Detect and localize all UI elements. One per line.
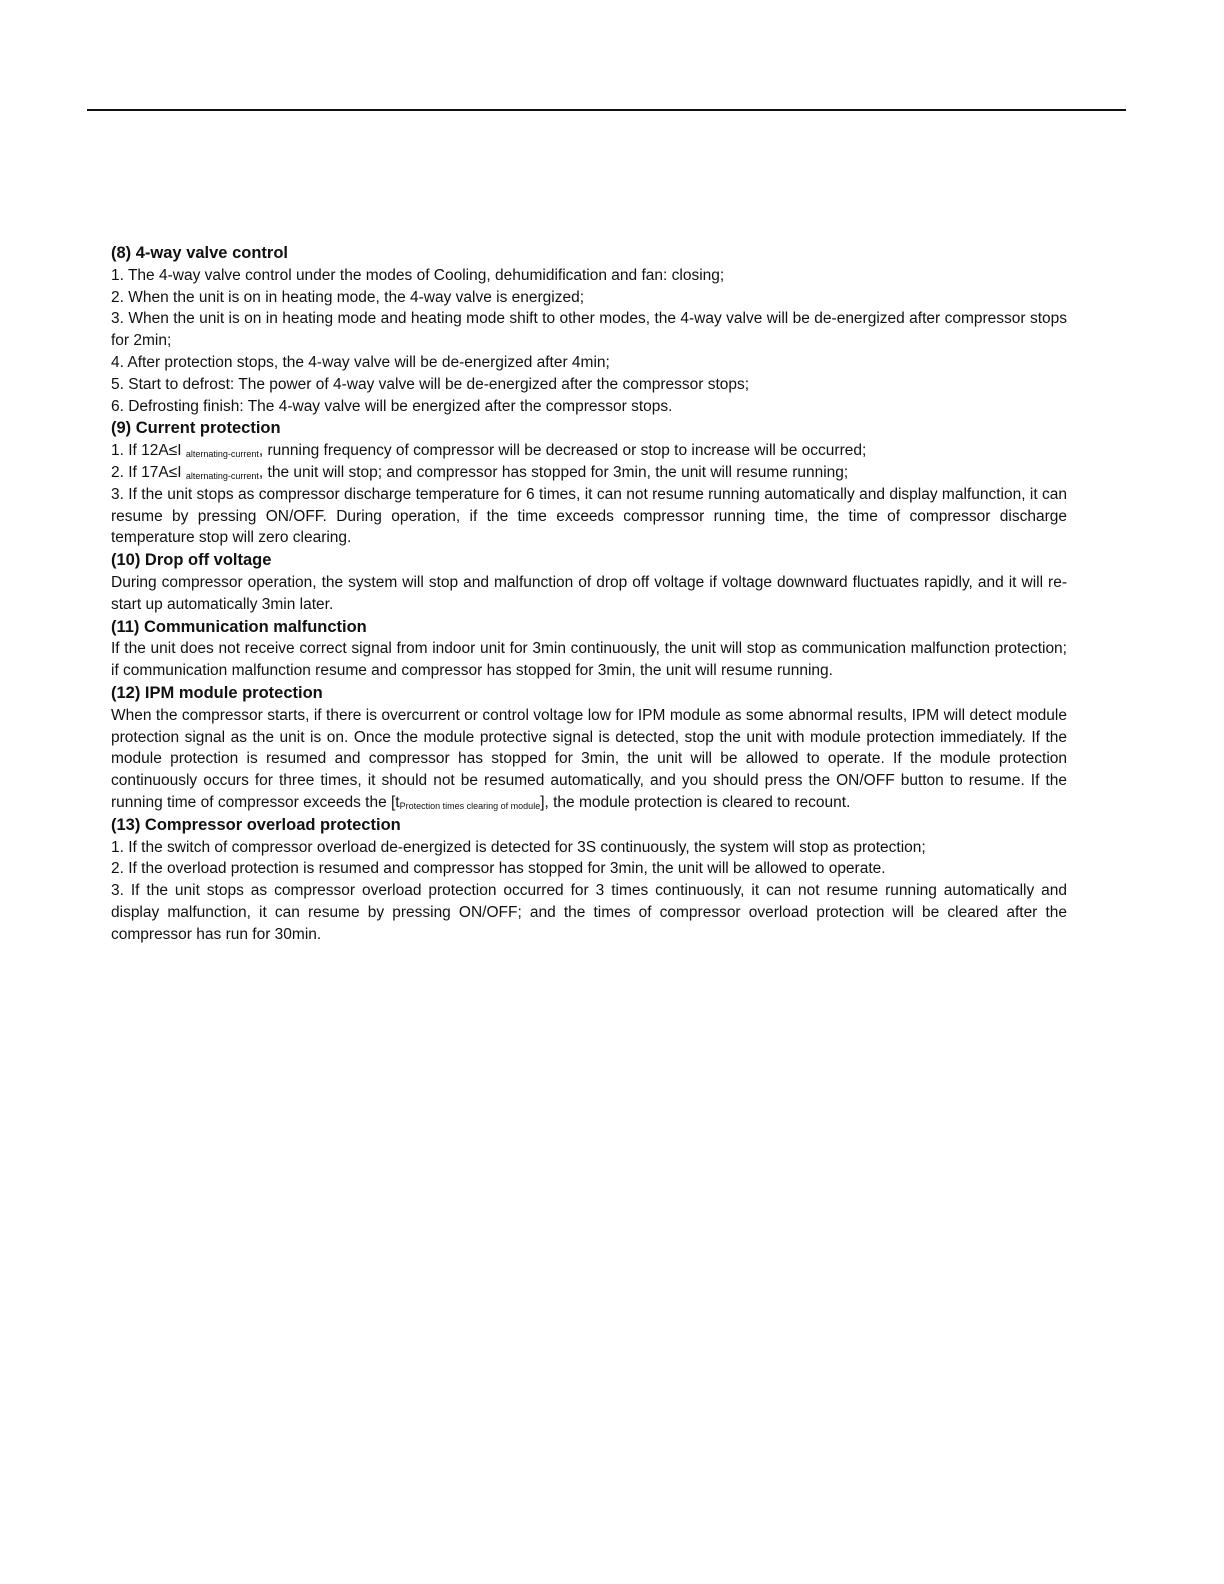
section-heading: (9) Current protection <box>111 419 281 438</box>
list-item: 5. Start to defrost: The power of 4-way valve will be de-energized after the compressor stops; <box>111 375 750 393</box>
paragraph <box>111 705 1067 814</box>
list-item: 1. The 4-way valve control under the modes of Cooling, dehumidification and fan: closing; <box>111 266 725 284</box>
list-item: 3. When the unit is on in heating mode and heating mode shift to other modes, the 4-way valve will be de-energized after compressor stops for 2min; <box>111 310 1067 350</box>
subscript: alternating-current <box>185 470 259 481</box>
item-text: , running frequency of compressor will be decreased or stop to increase will be occurred; <box>258 442 867 460</box>
list-item: 3. If the unit stops as compressor discharge temperature for 6 times, it can not resume running automatically and display malfunction, it can resume by pressing ON/OFF. During operation, if the time exceeds compressor running time, the time of compressor discharge temperature stop will zero clearing. <box>111 485 1067 547</box>
section-ipm-module-protection <box>111 683 1067 814</box>
item-text: 1. If 12A≤I <box>111 442 186 460</box>
item-text: , the unit will stop; and compressor has stopped for 3min, the unit will resume running; <box>258 463 849 481</box>
section-compressor-overload-protection <box>111 815 1067 946</box>
list-item: 4. After protection stops, the 4-way valve will be de-energized after 4min; <box>111 353 610 371</box>
section-heading: (12) IPM module protection <box>111 683 323 702</box>
list-item: 6. Defrosting finish: The 4-way valve will be energized after the compressor stops. <box>111 397 673 415</box>
header-rule <box>87 109 1126 111</box>
paragraph: If the unit does not receive correct signal from indoor unit for 3min continuously, the unit will stop as communication malfunction protection; if communication malfunction resume and compressor has stopped for 3min, the unit will resume running. <box>111 640 1067 680</box>
document-body <box>111 242 1067 946</box>
list-item: 1. If the switch of compressor overload de-energized is detected for 3S continuously, the system will stop as protection; <box>111 838 926 856</box>
paragraph-text: When the compressor starts, if there is overcurrent or control voltage low for IPM module as some abnormal results, IPM will detect module protection signal as the unit is on. Once the module protective signal is detected, stop the unit with module protection immediately. If the module protection is resumed and compressor has stopped for 3min, the unit will be allowed to operate. If the module protection continuously occurs for three times, it should not be resumed automatically, and you should press the ON/OFF button to resume. If the running time of compressor exceeds the [t <box>111 706 1067 811</box>
list-item: 3. If the unit stops as compressor overload protection occurred for 3 times continuously, it can not resume running automatically and display malfunction, it can resume by pressing ON/OFF; and the times of compressor overload protection will be cleared after the compressor has run for 30min. <box>111 882 1067 943</box>
paragraph: During compressor operation, the system will stop and malfunction of drop off voltage if voltage downward fluctuates rapidly, and it will re-start up automatically 3min later. <box>111 573 1067 613</box>
section-4-way-valve-control <box>111 243 1067 417</box>
subscript: alternating-current <box>185 449 259 460</box>
subscript: Protection times clearing of module <box>399 800 541 811</box>
paragraph-text: ], the module protection is cleared to recount. <box>540 793 851 811</box>
item-text: 2. If 17A≤I <box>111 463 186 481</box>
list-item <box>111 440 1067 462</box>
section-communication-malfunction <box>111 617 1067 682</box>
list-item <box>111 462 1067 484</box>
section-current-protection <box>111 418 1067 549</box>
section-heading: (8) 4-way valve control <box>111 244 288 262</box>
list-item: 2. If the overload protection is resumed and compressor has stopped for 3min, the unit will be allowed to operate. <box>111 860 886 878</box>
section-heading: (13) Compressor overload protection <box>111 815 401 834</box>
section-heading: (11) Communication malfunction <box>111 617 367 636</box>
list-item: 2. When the unit is on in heating mode, the 4-way valve is energized; <box>111 288 585 306</box>
section-drop-off-voltage <box>111 550 1067 615</box>
section-heading: (10) Drop off voltage <box>111 551 272 570</box>
